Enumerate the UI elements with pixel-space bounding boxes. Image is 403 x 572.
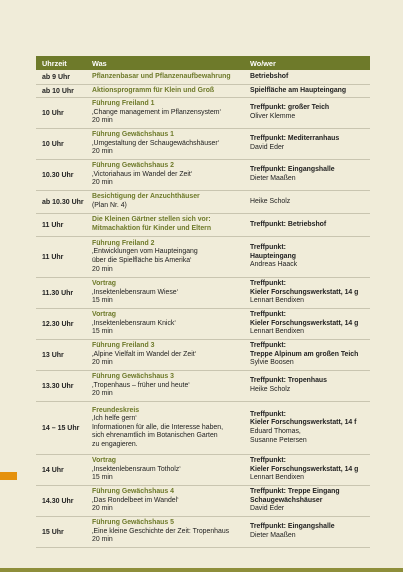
row-where-location: Kieler Forschungswerkstatt, 14 g bbox=[250, 465, 359, 473]
row-where-person: Heike Scholz bbox=[250, 386, 291, 393]
row-what bbox=[88, 87, 246, 96]
row-where-location: Spielfläche am Haupteingang bbox=[250, 86, 347, 94]
table-row bbox=[36, 278, 370, 309]
row-what-line: 15 min bbox=[92, 474, 113, 482]
row-where-person: Lennart Bendixen bbox=[250, 297, 305, 305]
row-time: 14.30 Uhr bbox=[42, 497, 74, 505]
row-what-line: 20 min bbox=[92, 505, 113, 513]
row-what-line: zu engagieren. bbox=[92, 440, 138, 448]
row-what-title: Mitmachaktion für Kinder und Eltern bbox=[92, 225, 212, 232]
row-time: ab 9 Uhr bbox=[42, 73, 71, 81]
row-what bbox=[88, 216, 246, 233]
row-where bbox=[246, 104, 370, 121]
row-time: 13 Uhr bbox=[42, 351, 64, 359]
row-what-title: Führung Gewächshaus 3 bbox=[92, 373, 174, 381]
table-row bbox=[36, 129, 370, 160]
row-what bbox=[88, 100, 246, 126]
row-what-title: Vortrag bbox=[92, 280, 116, 288]
row-what bbox=[88, 131, 246, 157]
row-what bbox=[88, 73, 246, 82]
row-where-location: Betriebshof bbox=[250, 72, 289, 80]
row-where bbox=[246, 523, 370, 540]
row-where-location: Treffpunkt: bbox=[250, 311, 286, 319]
row-time: 11 Uhr bbox=[42, 253, 64, 261]
row-where-person: David Eder bbox=[250, 505, 285, 513]
row-where-person: Lennart Bendixen bbox=[250, 474, 305, 482]
row-time: 12.30 Uhr bbox=[42, 320, 74, 328]
row-what-line: ‚Victoriahaus im Wandel der Zeit‘ bbox=[92, 170, 193, 178]
row-what-line: ‚Change management im Pflanzensystem‘ bbox=[92, 108, 222, 116]
table-header bbox=[36, 56, 370, 70]
row-what-title: Vortrag bbox=[92, 457, 116, 465]
table-row bbox=[36, 85, 370, 98]
table-body bbox=[36, 70, 370, 548]
row-where-location: Treffpunkt: Betriebshof bbox=[250, 220, 327, 228]
row-what-line: Pflanzenbasar und Pflanzenaufbewahrung bbox=[92, 72, 231, 80]
row-where-person: Eduard Thomas, bbox=[250, 428, 301, 435]
row-what-line: ‚Das Rondelbeet im Wandel‘ bbox=[92, 496, 179, 504]
row-where-location: Treffpunkt: großer Teich bbox=[250, 104, 330, 112]
row-where-person: Sylvie Boosen bbox=[250, 359, 294, 367]
row-where-location: Treffpunkt: Eingangshalle bbox=[250, 523, 335, 531]
row-where bbox=[246, 135, 370, 152]
row-what-line: ‚Eine kleine Geschichte der Zeit: Tropenhaus bbox=[92, 527, 230, 535]
row-where bbox=[246, 311, 370, 337]
orange-edge-marker bbox=[0, 472, 17, 480]
table-row bbox=[36, 402, 370, 455]
row-where-location: Treffpunkt: bbox=[250, 410, 286, 418]
row-where bbox=[246, 221, 370, 230]
row-what-line: 20 min bbox=[92, 148, 113, 156]
row-what-title: Freundeskreis bbox=[92, 406, 140, 414]
schedule-table bbox=[36, 56, 370, 548]
row-what-line: 15 min bbox=[92, 297, 113, 305]
row-where-location: Schaugewächshäuser bbox=[250, 496, 323, 504]
row-where-person: David Eder bbox=[250, 144, 285, 151]
row-where bbox=[246, 488, 370, 514]
row-what-title: Führung Gewächshaus 5 bbox=[92, 519, 174, 527]
row-what-title: Führung Freiland 3 bbox=[92, 342, 155, 350]
table-row bbox=[36, 455, 370, 486]
table-row bbox=[36, 371, 370, 402]
row-time: 11 Uhr bbox=[42, 221, 64, 229]
header-time: Uhrzeit bbox=[42, 58, 67, 68]
bottom-bar bbox=[0, 568, 403, 572]
row-time: 14 Uhr bbox=[42, 466, 64, 474]
row-where bbox=[246, 342, 370, 368]
row-what-line: sich ehrenamtlich im Botanischen Garten bbox=[92, 432, 218, 440]
table-row bbox=[36, 309, 370, 340]
table-row bbox=[36, 70, 370, 85]
row-where-location: Treffpunkt: Eingangshalle bbox=[250, 166, 335, 174]
row-what-line: ‚Insektenlebensraum Wiese‘ bbox=[92, 288, 179, 296]
row-where-location: Kieler Forschungswerkstatt, 14 g bbox=[250, 319, 359, 327]
table-row bbox=[36, 214, 370, 237]
row-where-location: Treppe Alpinum am großen Teich bbox=[250, 350, 359, 358]
row-what-line: ‚Alpine Vielfalt im Wandel der Zeit‘ bbox=[92, 350, 197, 358]
row-time: 11.30 Uhr bbox=[42, 289, 74, 297]
row-what bbox=[88, 280, 246, 306]
header-where: Wo/wer bbox=[250, 58, 276, 68]
row-where-person: Susanne Petersen bbox=[250, 436, 307, 444]
row-what bbox=[88, 488, 246, 514]
row-where-location: Treffpunkt: bbox=[250, 457, 286, 465]
row-where-location: Treffpunkt: bbox=[250, 342, 286, 350]
row-what bbox=[88, 240, 246, 274]
row-where bbox=[246, 87, 370, 96]
row-where-person: Dieter Maaßen bbox=[250, 175, 296, 182]
row-what-line: ‚Entwicklungen vom Haupteingang bbox=[92, 248, 198, 256]
row-time: 10 Uhr bbox=[42, 109, 64, 117]
row-what-line: 20 min bbox=[92, 117, 113, 125]
row-what-line: 15 min bbox=[92, 328, 113, 336]
row-where-location: Treffpunkt: Treppe Eingang bbox=[250, 488, 340, 496]
row-where-person: Dieter Maaßen bbox=[250, 532, 296, 539]
header-what: Was bbox=[92, 58, 107, 68]
row-what-line: (Plan Nr. 4) bbox=[92, 202, 127, 209]
row-what-line: über die Spielfläche bis Amerika‘ bbox=[92, 257, 192, 264]
row-time: ab 10 Uhr bbox=[42, 87, 74, 95]
row-where-person: Andreas Haack bbox=[250, 261, 298, 269]
row-what bbox=[88, 457, 246, 483]
row-where bbox=[246, 198, 370, 207]
row-time: 10.30 Uhr bbox=[42, 171, 74, 179]
row-where-person: Heike Scholz bbox=[250, 197, 291, 205]
row-where-location: Haupteingang bbox=[250, 252, 296, 260]
row-what-line: ‚Tropenhaus – früher und heute‘ bbox=[92, 381, 190, 389]
row-where-location: Kieler Forschungswerkstatt, 14 f bbox=[250, 419, 357, 427]
table-row bbox=[36, 98, 370, 129]
row-what-line: 20 min bbox=[92, 359, 113, 367]
row-what-line: 20 min bbox=[92, 179, 113, 187]
row-what bbox=[88, 193, 246, 210]
row-where-person: Oliver Klemme bbox=[250, 113, 296, 120]
row-where bbox=[246, 411, 370, 445]
row-time: 10 Uhr bbox=[42, 140, 64, 148]
row-what bbox=[88, 407, 246, 450]
row-where bbox=[246, 244, 370, 270]
row-time: ab 10.30 Uhr bbox=[42, 198, 84, 206]
row-what bbox=[88, 373, 246, 399]
table-row bbox=[36, 486, 370, 517]
row-what bbox=[88, 342, 246, 368]
row-what-line: Aktionsprogramm für Klein und Groß bbox=[92, 86, 215, 94]
row-what-title: Führung Gewächshaus 4 bbox=[92, 488, 174, 496]
row-what bbox=[88, 162, 246, 188]
table-row bbox=[36, 191, 370, 214]
row-what-title: Führung Gewächshaus 2 bbox=[92, 162, 174, 170]
row-what-title: Vortrag bbox=[92, 311, 116, 319]
row-what-line: 20 min bbox=[92, 536, 113, 544]
row-what-line: 20 min bbox=[92, 265, 113, 273]
row-where bbox=[246, 166, 370, 183]
row-where-location: Kieler Forschungswerkstatt, 14 g bbox=[250, 288, 359, 296]
row-what-title: Führung Freiland 1 bbox=[92, 100, 155, 108]
row-where-location: Treffpunkt: bbox=[250, 244, 286, 252]
row-time: 14 – 15 Uhr bbox=[42, 424, 80, 432]
row-where bbox=[246, 377, 370, 394]
row-where bbox=[246, 73, 370, 82]
row-what-line: Informationen für alle, die Interesse haben, bbox=[92, 423, 224, 431]
row-what-line: ‚Umgestaltung der Schaugewächshäuser‘ bbox=[92, 139, 220, 147]
row-what-line: 20 min bbox=[92, 390, 113, 398]
row-where bbox=[246, 280, 370, 306]
row-what-title: Führung Gewächshaus 1 bbox=[92, 131, 174, 139]
row-what-line: ‚Insektenlebensraum Totholz‘ bbox=[92, 465, 181, 473]
row-where-location: Treffpunkt: bbox=[250, 280, 286, 288]
row-time: 13.30 Uhr bbox=[42, 382, 74, 390]
row-where-location: Treffpunkt: Tropenhaus bbox=[250, 377, 327, 385]
table-row bbox=[36, 160, 370, 191]
row-what-title: Besichtigung der Anzuchthäuser bbox=[92, 193, 200, 201]
row-what-title: Die Kleinen Gärtner stellen sich vor: bbox=[92, 216, 211, 224]
row-what bbox=[88, 311, 246, 337]
row-where-person: Lennart Bendixen bbox=[250, 328, 305, 336]
row-what-line: ‚Ich helfe gern‘ bbox=[92, 415, 137, 423]
table-row bbox=[36, 340, 370, 371]
row-where bbox=[246, 457, 370, 483]
row-what-line: ‚Insektenlebensraum Knick‘ bbox=[92, 319, 176, 327]
table-row bbox=[36, 517, 370, 548]
table-row bbox=[36, 237, 370, 278]
row-time: 15 Uhr bbox=[42, 528, 64, 536]
row-what bbox=[88, 519, 246, 545]
row-what-title: Führung Freiland 2 bbox=[92, 239, 155, 247]
row-where-location: Treffpunkt: Mediterranhaus bbox=[250, 135, 340, 143]
